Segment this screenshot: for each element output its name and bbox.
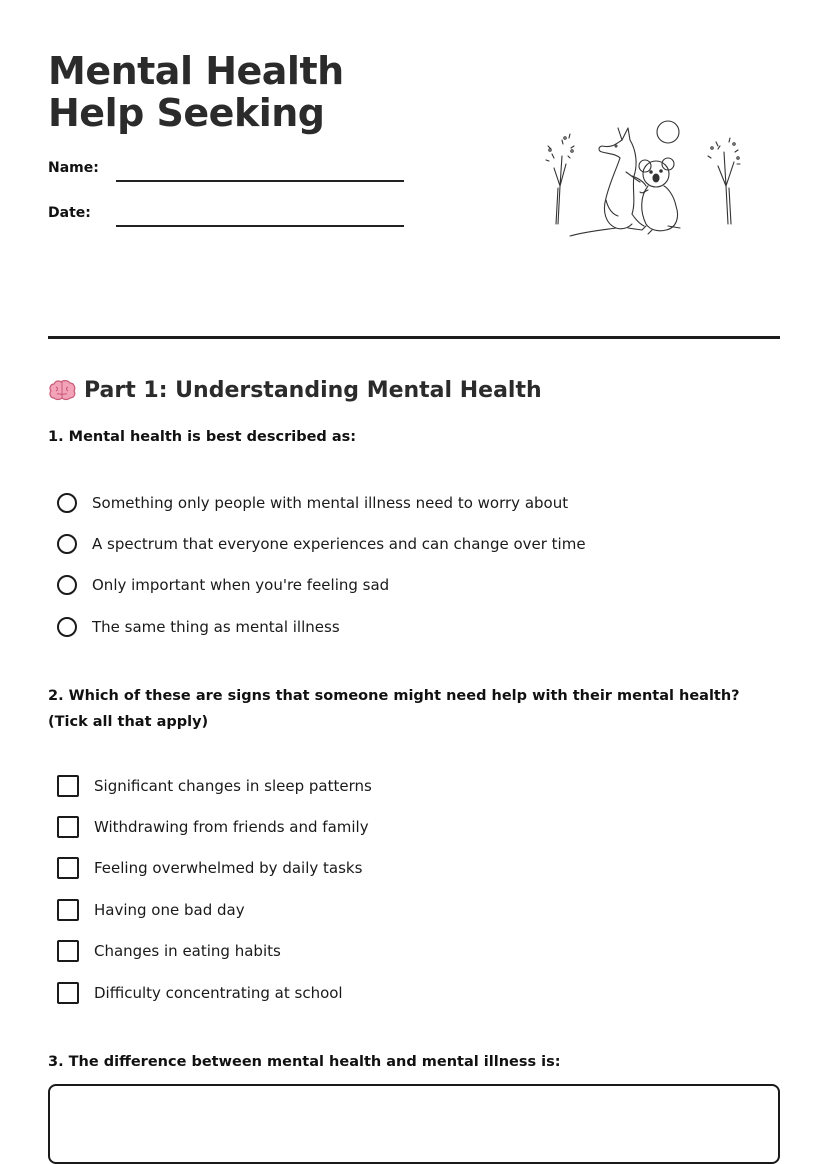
- question-3: 3. The difference between mental health and mental illness is:: [48, 1054, 561, 1070]
- question-3-answer-box[interactable]: [48, 1084, 780, 1164]
- checkbox[interactable]: [57, 816, 79, 838]
- date-label: Date:: [48, 205, 91, 221]
- q2-option[interactable]: [57, 972, 757, 1013]
- brain-icon: [48, 378, 76, 402]
- checkbox[interactable]: [57, 775, 79, 797]
- q1-option-label: Something only people with mental illness need to worry about: [92, 493, 569, 512]
- q1-option-label: The same thing as mental illness: [92, 617, 340, 636]
- q2-option-label: Withdrawing from friends and family: [94, 818, 369, 837]
- checkbox[interactable]: [57, 857, 79, 879]
- q1-option[interactable]: [57, 523, 757, 564]
- q2-option-label: Changes in eating habits: [94, 942, 281, 961]
- question-2-options: [57, 765, 757, 1013]
- name-label: Name:: [48, 160, 99, 176]
- worksheet-title: Mental Health Help Seeking: [48, 49, 344, 135]
- q2-option[interactable]: [57, 889, 757, 930]
- radio-button[interactable]: [57, 493, 77, 513]
- checkbox[interactable]: [57, 940, 79, 962]
- q1-option[interactable]: [57, 606, 757, 647]
- radio-button[interactable]: [57, 575, 77, 595]
- q1-option[interactable]: [57, 565, 757, 606]
- kangaroo-koala-illustration: [532, 116, 746, 246]
- date-line[interactable]: [116, 225, 404, 227]
- q2-option[interactable]: [57, 931, 757, 972]
- q2-option[interactable]: [57, 765, 757, 806]
- q1-option-label: Only important when you're feeling sad: [92, 576, 390, 595]
- radio-button[interactable]: [57, 617, 77, 637]
- q1-option-label: A spectrum that everyone experiences and can change over time: [92, 535, 586, 554]
- name-field[interactable]: [48, 154, 408, 184]
- section-divider: [48, 336, 780, 339]
- q2-option-label: Feeling overwhelmed by daily tasks: [94, 859, 363, 878]
- question-2: 2. Which of these are signs that someone might need help with their mental health? (Tick all that apply): [48, 688, 740, 730]
- radio-button[interactable]: [57, 534, 77, 554]
- date-field[interactable]: [48, 199, 408, 229]
- q2-option[interactable]: [57, 848, 757, 889]
- checkbox[interactable]: [57, 982, 79, 1004]
- part1-heading: [48, 374, 542, 406]
- name-line[interactable]: [116, 180, 404, 182]
- question-1: 1. Mental health is best described as:: [48, 429, 357, 445]
- checkbox[interactable]: [57, 899, 79, 921]
- q2-option[interactable]: [57, 806, 757, 847]
- part1-title: Part 1: Understanding Mental Health: [84, 377, 542, 403]
- q2-option-label: Having one bad day: [94, 900, 245, 919]
- q2-option-label: Difficulty concentrating at school: [94, 983, 343, 1002]
- question-1-options: [57, 482, 757, 648]
- q1-option[interactable]: [57, 482, 757, 523]
- q2-option-label: Significant changes in sleep patterns: [94, 776, 372, 795]
